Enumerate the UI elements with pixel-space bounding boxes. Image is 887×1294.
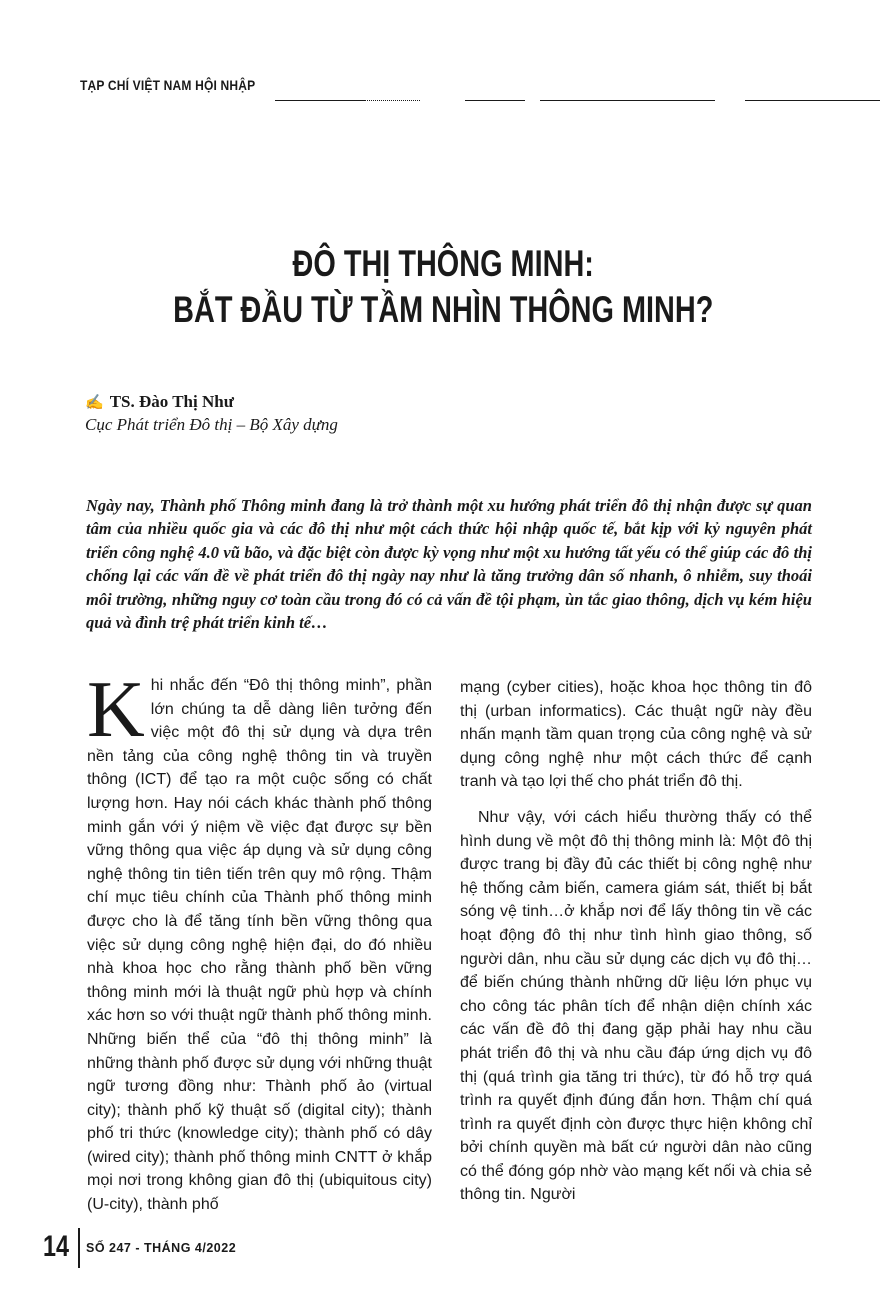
body-column-1 — [87, 666, 432, 1217]
body-paragraph: mạng (cyber cities), hoặc khoa học thông tin đô thị (urban informatics). Các thuật ngữ này đều nhấn mạnh tầm quan trọng của công nghệ và sử dụng công nghệ như một cách thức để cạnh tranh và tạo lợi thế cho phát triển đô thị. — [460, 679, 812, 791]
issue-info: SỐ 247 - THÁNG 4/2022 — [86, 1241, 237, 1255]
pen-icon: ✍ — [85, 395, 104, 411]
header-rule — [275, 100, 365, 101]
header-rule — [465, 100, 525, 101]
article-title-line2: BẮT ĐẦU TỪ TẦM NHÌN THÔNG MINH? — [173, 289, 714, 330]
author-name: TS. Đào Thị Như — [109, 392, 234, 411]
article-title-line1: ĐÔ THỊ THÔNG MINH: — [292, 243, 595, 284]
page-number: 14 — [43, 1230, 70, 1263]
abstract: Ngày nay, Thành phố Thông minh đang là trở thành một xu hướng phát triển đô thị nhận được sự quan tâm của nhiều quốc gia và các đô thị như một cách thức hội nhập quốc tế, bắt kịp với kỷ nguyên phát triển công nghệ 4.0 vũ bão, và đặc biệt còn được kỳ vọng như một xu hướng tất yếu có thể giúp các đô thị chống lại các vấn đề về phát triển đô thị ngày nay như là tăng trưởng dân số nhanh, ô nhiễm, suy thoái môi trường, những nguy cơ toàn cầu trong đó có cả vấn đề tội phạm, ùn tắc giao thông, dịch vụ kém hiệu quả và đình trệ phát triển kinh tế… — [86, 496, 812, 633]
body-column-2 — [460, 676, 812, 1207]
author-affiliation: Cục Phát triển Đô thị – Bộ Xây dựng — [85, 415, 338, 434]
header-rule — [360, 100, 420, 101]
author-line — [85, 392, 234, 412]
body-paragraph: hi nhắc đến “Đô thị thông minh”, phần lớn chúng ta dễ dàng liên tưởng đến việc một đô thị sử dụng và dựa trên nền tảng của công nghệ thông tin và truyền thông (ICT) để tạo ra một cuộc sống có chất lượng hơn. Hay nói cách khác thành phố thông minh gắn với ý niệm về việc đạt được sự bền vững thông qua việc áp dụng và sử dụng công nghệ thông tin tiên tiến trên quy mô rộng. Thậm chí mục tiêu chính của Thành phố thông minh được cho là để tăng tính bền vững thông qua việc sử dụng công nghệ hiện đại, do đó nhiều nhà khoa học cho rằng thành phố bền vững thông minh mới là thuật ngữ phù hợp và chính xác hơn so với thuật ngữ thành phố thông minh. Những biến thể của “đô thị thông minh” là những thành phố được sử dụng với những thuật ngữ tương đồng như: Thành phố ảo (virtual city); thành phố kỹ thuật số (digital city); thành phố tri thức (knowledge city); thành phố có dây (wired city); thành phố thông minh CNTT ở khắp mọi nơi trong không gian đô thị (ubiquitous city) (U-city), thành phố — [87, 677, 432, 1214]
journal-name: TẠP CHÍ VIỆT NAM HỘI NHẬP — [80, 77, 256, 93]
header-rule — [540, 100, 715, 101]
footer-divider — [78, 1228, 80, 1268]
drop-cap: K — [87, 666, 145, 754]
body-paragraph: Như vậy, với cách hiểu thường thấy có thể hình dung về một đô thị thông minh là: Một đô thị được trang bị đầy đủ các thiết bị công nghệ như hệ thống cảm biến, camera giám sát, thiết bị bắt sóng vệ tinh…ở khắp nơi để lấy thông tin về các hoạt động đô thị như tình hình giao thông, số người dân, nhu cầu sử dụng các dịch vụ đô thị… để biến chúng thành những dữ liệu lớn phục vụ cho công tác phân tích để nhận diện chính xác các vấn đề đô thị đang gặp phải hay nhu cầu phát triển đô thị và nhu cầu đáp ứng dịch vụ đô thị (quá trình gia tăng tri thức), từ đó hỗ trợ quá trình ra quyết định đúng đắn hơn. Thậm chí quá trình ra quyết định còn được thực hiện không chỉ bởi chính quyền mà bất cứ người dân nào cũng có thể đóng góp nhờ vào mạng kết nối và chia sẻ thông tin. Người — [460, 808, 812, 1204]
header-rule — [745, 100, 880, 101]
